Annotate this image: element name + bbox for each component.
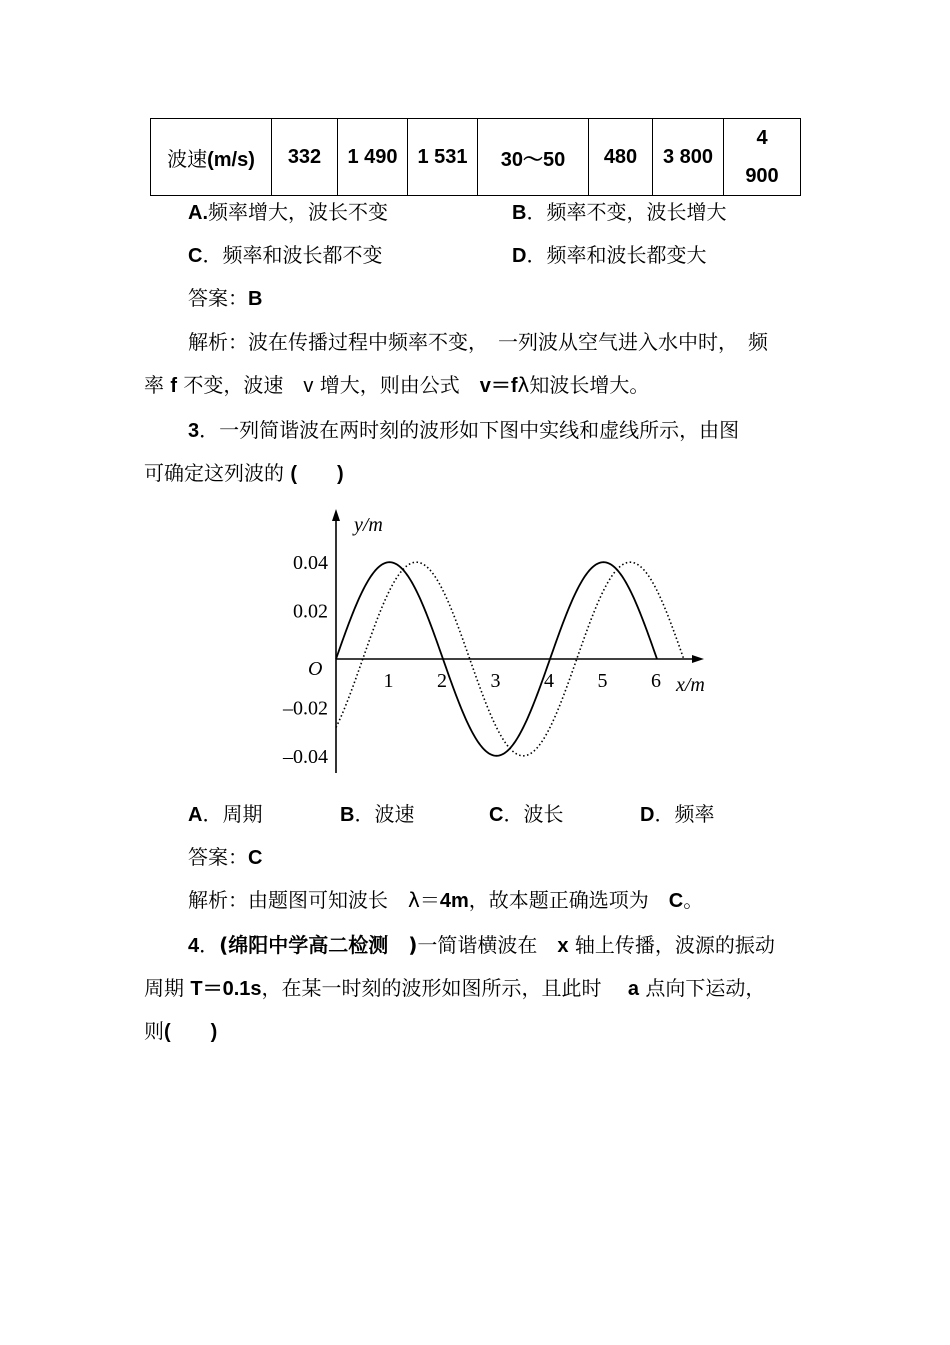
x-axis-arrow xyxy=(692,655,704,663)
option-text: ．频率 xyxy=(654,802,715,826)
stem-text: 可确定这列波的 xyxy=(144,461,284,485)
symbol-f: f xyxy=(170,375,178,397)
y-axis-arrow xyxy=(332,509,340,521)
answer-label: 答案： xyxy=(188,286,248,310)
q3-option-d xyxy=(640,802,714,827)
symbol-v: v xyxy=(303,375,314,397)
point-a: a xyxy=(627,978,639,1000)
chart-axes xyxy=(332,509,704,773)
option-letter: D xyxy=(640,804,655,826)
table-row xyxy=(151,119,801,196)
option-letter: C xyxy=(489,804,504,826)
table-cell: 1 490 xyxy=(338,119,408,196)
table-cell-top: 4 xyxy=(756,127,768,149)
x-tick-label: 4 xyxy=(544,670,554,692)
q2-option-d xyxy=(512,243,706,268)
text: 周期 xyxy=(144,976,191,1000)
answer-label: 答案： xyxy=(188,845,248,869)
y-tick-label: –0.02 xyxy=(283,697,328,720)
option-letter: D xyxy=(512,245,527,267)
text: λ知波长增大。 xyxy=(517,373,650,397)
q3-stem-line2 xyxy=(144,461,344,486)
text: 则 xyxy=(144,1019,164,1043)
answer-value: C xyxy=(248,847,263,869)
y-tick-label: –0.04 xyxy=(283,745,328,768)
answer-value: C xyxy=(668,890,684,912)
text: 解析：由题图可知波长 λ＝ xyxy=(188,888,440,912)
q3-option-b xyxy=(340,802,414,827)
x-tick-label: 1 xyxy=(383,670,394,692)
option-letter: A xyxy=(188,804,203,826)
tick-labels xyxy=(282,552,661,768)
table-cell-bottom: 900 xyxy=(745,165,779,187)
table-cell: 332 xyxy=(272,119,338,196)
y-tick-label: 0.04 xyxy=(293,552,328,575)
option-text: ．周期 xyxy=(202,802,263,826)
q3-stem-line1 xyxy=(188,418,739,443)
x-axis-label: x/m xyxy=(676,674,705,696)
stem-text: ．一列简谐波在两时刻的波形如下图中实线和虚线所示，由图 xyxy=(199,418,740,442)
q2-option-b xyxy=(512,200,726,225)
x-tick-label: 2 xyxy=(437,670,447,692)
option-text: ．频率不变，波长增大 xyxy=(526,200,727,224)
text: 一简谐横波在 xyxy=(417,933,558,957)
table-cell: 3 800 xyxy=(653,119,724,196)
text: 轴上传播，波源的振动 xyxy=(568,933,775,957)
q2-analysis-line1: 解析：波在传播过程中频率不变， 一列波从空气进入水中时， 频 xyxy=(188,330,768,354)
symbol-x: x xyxy=(557,935,569,957)
question-number: 3 xyxy=(188,420,200,442)
text: 增大，则由公式 xyxy=(313,373,480,397)
q2-option-a xyxy=(188,200,388,225)
table-cell: 30～50 xyxy=(478,119,589,196)
period-value: T＝0.1s xyxy=(190,978,262,1000)
q4-line2 xyxy=(144,976,765,1001)
option-text: ．频率和波长都不变 xyxy=(202,243,383,267)
text: ，故本题正确选项为 xyxy=(468,888,669,912)
option-text: 频率增大，波长不变 xyxy=(208,200,388,224)
q3-option-c xyxy=(489,802,563,827)
table-cell: 480 xyxy=(589,119,653,196)
option-text: ．频率和波长都变大 xyxy=(526,243,707,267)
table-label-unit: (m/s) xyxy=(207,148,255,171)
option-letter: A. xyxy=(188,202,208,224)
x-tick-label: 6 xyxy=(651,670,661,692)
y-tick-label: 0.02 xyxy=(293,600,328,623)
x-tick-label: 3 xyxy=(490,670,501,692)
text: ，在某一时刻的波形如图所示，且此时 xyxy=(261,976,628,1000)
table-cell: 1 531 xyxy=(408,119,478,196)
q2-option-c xyxy=(188,243,382,268)
text: 不变，波速 xyxy=(177,373,304,397)
wavelength-value: 4m xyxy=(439,890,469,912)
text: ． xyxy=(199,933,220,957)
answer-blank: ( ) xyxy=(164,1021,218,1043)
option-letter: B xyxy=(340,804,355,826)
option-text: ．波长 xyxy=(503,802,564,826)
text: 率 xyxy=(144,373,171,397)
x-tick-label: 5 xyxy=(597,670,608,692)
origin-label: O xyxy=(308,658,323,680)
q4-line1 xyxy=(188,933,775,958)
table-header-cell xyxy=(151,119,272,196)
answer-blank: ( ) xyxy=(290,463,344,485)
table-label-text: 波速 xyxy=(167,146,208,171)
wave-speed-table xyxy=(150,118,801,196)
option-letter: B xyxy=(512,202,527,224)
q2-analysis-line2 xyxy=(144,373,649,398)
option-letter: C xyxy=(188,245,203,267)
q3-option-a xyxy=(188,802,262,827)
question-number: 4 xyxy=(188,935,200,957)
q2-answer xyxy=(188,286,262,311)
formula: v＝f xyxy=(479,375,518,397)
text: 。 xyxy=(683,888,704,912)
table-cell xyxy=(724,119,801,196)
answer-value: B xyxy=(248,288,263,310)
q4-line3 xyxy=(144,1019,217,1044)
y-axis-label: y/m xyxy=(354,514,383,536)
q3-analysis xyxy=(188,888,703,913)
wave-chart xyxy=(270,505,730,780)
source-note: (绵阳中学高二检测 ) xyxy=(219,933,418,957)
q3-answer xyxy=(188,845,262,870)
option-text: ．波速 xyxy=(354,802,415,826)
text: 点向下运动， xyxy=(639,976,766,1000)
